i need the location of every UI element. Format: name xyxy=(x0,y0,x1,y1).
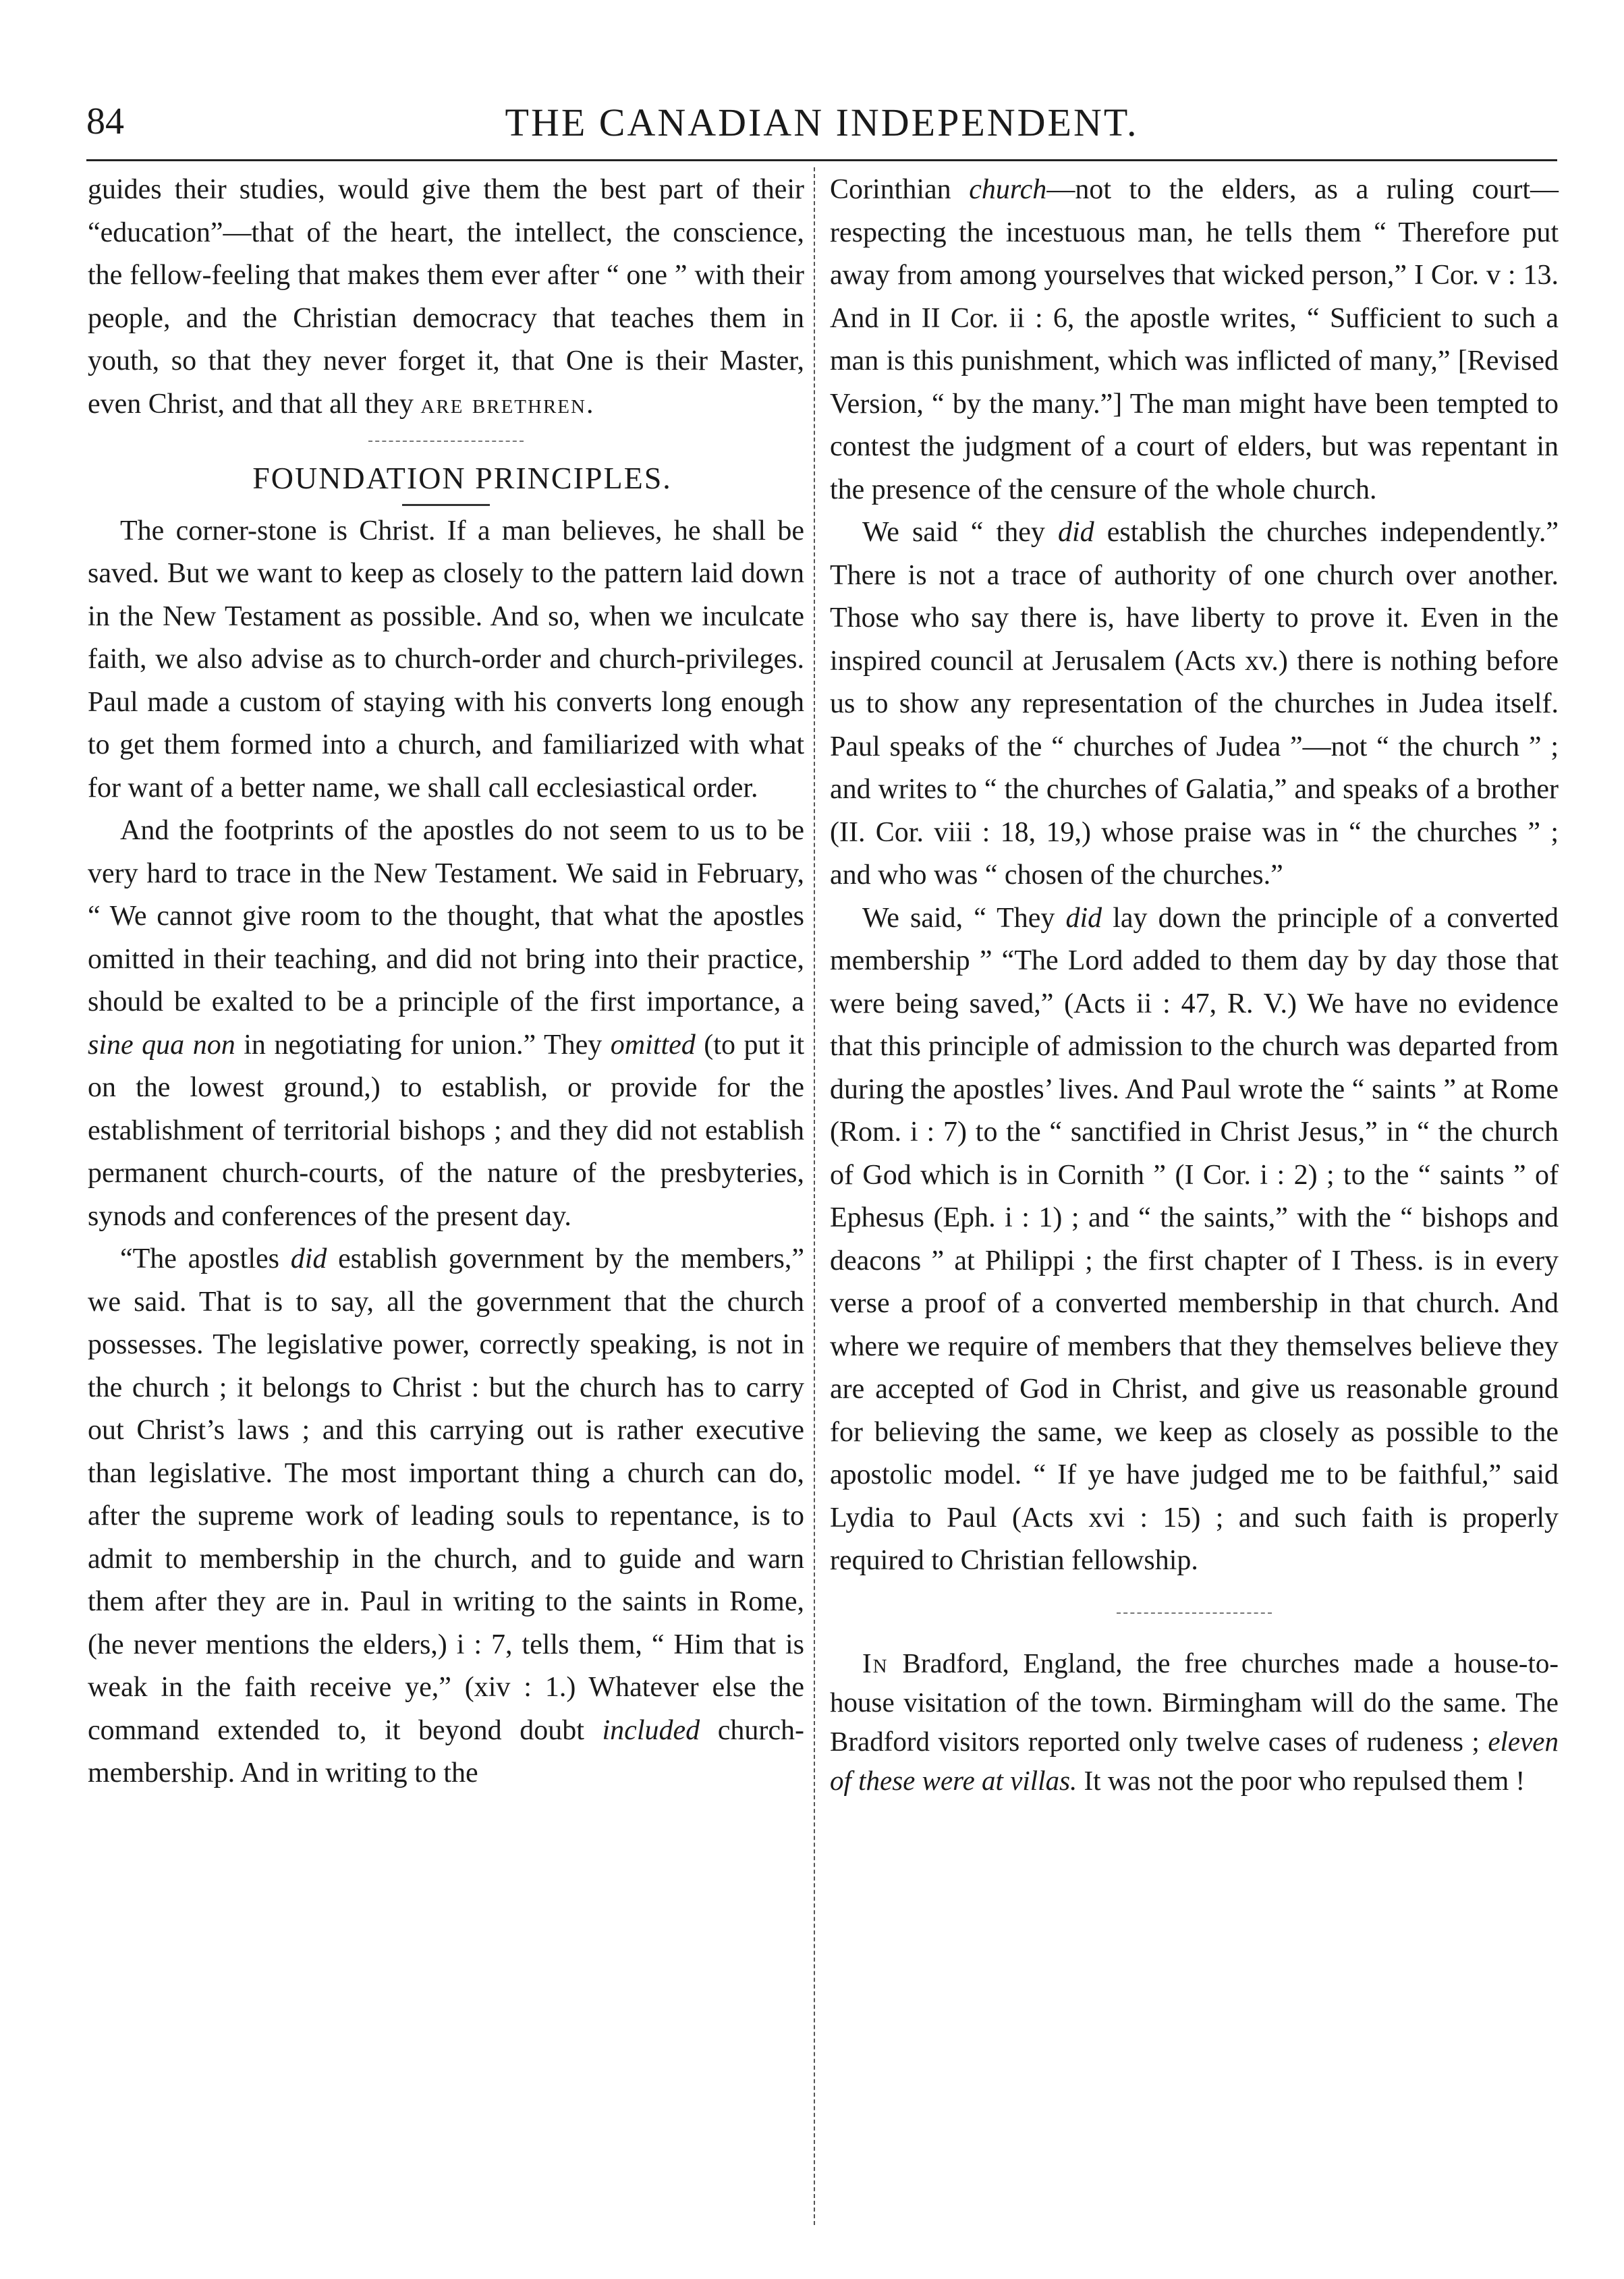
text-run: We said “ they xyxy=(862,517,1058,548)
italic-text: omitted xyxy=(610,1029,696,1061)
left-paragraph-continued xyxy=(88,169,804,426)
italic-text: eleven of these were at villas. xyxy=(830,1725,1559,1796)
paragraph-membership xyxy=(830,897,1559,1583)
small-caps-text: are brethren xyxy=(420,388,586,420)
text-run: —not to the elders, as a ruling court—respecting the incestuous man, he tells them “ Therefore put away from among yourselves that wicked person,” I Cor. v : 13. And in II Cor. ii : 6, the apostle writes, “ Sufficient to such a man is this punishment, which was inflicted of many,” [Revised Version, “ by the many.”] The man might have been tempted to contest the judgment of a court of elders, but was repentant in the presence of the censure of the whole church. xyxy=(830,174,1559,505)
text-run: guides their studies, would give them the best part of their “education”—that of the heart, the intellect, the conscience, the fellow-feeling that makes them ever after “ one ” with their people, and the Christian democracy that teaches them in youth, so that they never forget it, that One is their Master, even Christ, and that all they xyxy=(88,174,804,420)
section-divider xyxy=(1117,1612,1272,1614)
text-run: We said, “ They xyxy=(862,902,1066,934)
paragraph-independence xyxy=(830,511,1559,897)
text-run: Bradford, England, the free churches made a house-to-house visitation of the town. Birmingham will do the same. The Bradford visitors reported only twelve cases of rudeness ; xyxy=(830,1647,1559,1757)
title-rule xyxy=(402,504,490,506)
paragraph-cornerstone: The corner-stone is Christ. If a man believes, he shall be saved. But we want to keep as closely to the pattern laid down in the New Testament as possible. And so, when we inculcate faith, we also advise as to church-order and church-privileges. Paul made a custom of staying with his converts long enough to get them formed into a church, and familiarized with what for want of a better name, we shall call ecclesiastical order. xyxy=(88,515,804,804)
text-run: establish the churches independently.” There is not a trace of authority of one church over another. Those who say there is, have liberty to prove it. Even in the inspired council at Jerusalem (Acts xv.) there is nothing before us to show any representation of the churches in Judea itself. Paul speaks of the “ churches of Judea ”—not “ the church ” ; and writes to “ the churches of Galatia,” and speaks of a brother (II. Cor. viii : 18, 19,) whose praise was in “ the churches ” ; and who was “ chosen of the churches.” xyxy=(830,517,1559,891)
section-divider xyxy=(368,441,524,442)
page-header xyxy=(86,100,1557,154)
italic-text: included xyxy=(602,1714,700,1746)
paragraph-footprints xyxy=(88,810,804,1238)
text-run: church-membership. And in writing to the xyxy=(88,1714,804,1789)
italic-text: sine qua non xyxy=(88,1029,235,1061)
text-run: in negotiating for union.” They xyxy=(235,1029,611,1061)
paragraph-bradford-note xyxy=(830,1643,1559,1800)
right-column xyxy=(830,169,1559,1800)
text-run: . xyxy=(586,388,594,420)
page-number: 84 xyxy=(86,101,124,142)
text-run: And the footprints of the apostles do not seem to us to be very hard to trace in the New Testament. We said in February, “ We cannot give room to the thought, that what the apostles omitted in their teaching, and did not bring into their practice, should be exalted to be a principle of the first importance, a xyxy=(88,815,804,1017)
paragraph-corinthian xyxy=(830,169,1559,511)
italic-text: did xyxy=(1057,517,1094,548)
left-column xyxy=(88,169,804,1795)
paragraph-government xyxy=(88,1238,804,1795)
journal-title: THE CANADIAN INDEPENDENT. xyxy=(505,101,1139,144)
text-run: It was not the poor who repulsed them ! xyxy=(1077,1764,1525,1796)
header-rule xyxy=(86,159,1557,161)
small-caps-text: In xyxy=(862,1647,889,1679)
text-run: “The apostles xyxy=(120,1243,291,1274)
italic-text: did xyxy=(1065,902,1102,934)
section-title: FOUNDATION PRINCIPLES. xyxy=(252,461,672,495)
italic-text: did xyxy=(290,1243,327,1274)
text-run: lay down the principle of a converted membership ” “The Lord added to them day by day those that were being saved,” (Acts ii : 47, R. V.) We have no evidence that this principle of admission to the church was departed from during the apostles’ lives. And Paul wrote the “ saints ” at Rome (Rom. i : 7) to the “ sanctified in Christ Jesus,” in “ the church of God which is in Cornith ” (I Cor. i : 2) ; to the “ saints ” of Ephesus (Eph. i : 1) ; and “ the saints,” with the “ bishops and deacons ” at Philippi ; the first chapter of I Thess. is in every verse a proof of a converted membership in that church. And where we require of members that they themselves believe they are accepted of God in Christ, and give us reasonable ground for believing the same, we keep as closely as possible to the apostolic model. “ If ye have judged me to be faithful,” said Lydia to Paul (Acts xvi : 15) ; and such faith is properly required to Christian fellowship. xyxy=(830,902,1559,1576)
italic-text: church xyxy=(969,174,1047,205)
text-run: (to put it on the lowest ground,) to establish, or provide for the establishment of territorial bishops ; and they did not establish permanent church-courts, of the nature of the presbyteries, synods and conferences of the present day. xyxy=(88,1029,804,1232)
column-divider xyxy=(814,167,815,2225)
text-run: establish government by the members,” we said. That is to say, all the government that the church possesses. The legislative power, correctly speaking, is not in the church ; it belongs to Christ : but the church has to carry out Christ’s laws ; and this carrying out is rather executive than legislative. The most important thing a church can do, after the supreme work of leading souls to repentance, is to admit to membership in the church, and to guide and warn them after they are in. Paul in writing to the saints in Rome, (he never mentions the elders,) i : 7, tells them, “ Him that is weak in the faith receive ye,” (xiv : 1.) Whatever else the command extended to, it beyond doubt xyxy=(88,1243,804,1746)
text-run: Corinthian xyxy=(830,174,970,205)
